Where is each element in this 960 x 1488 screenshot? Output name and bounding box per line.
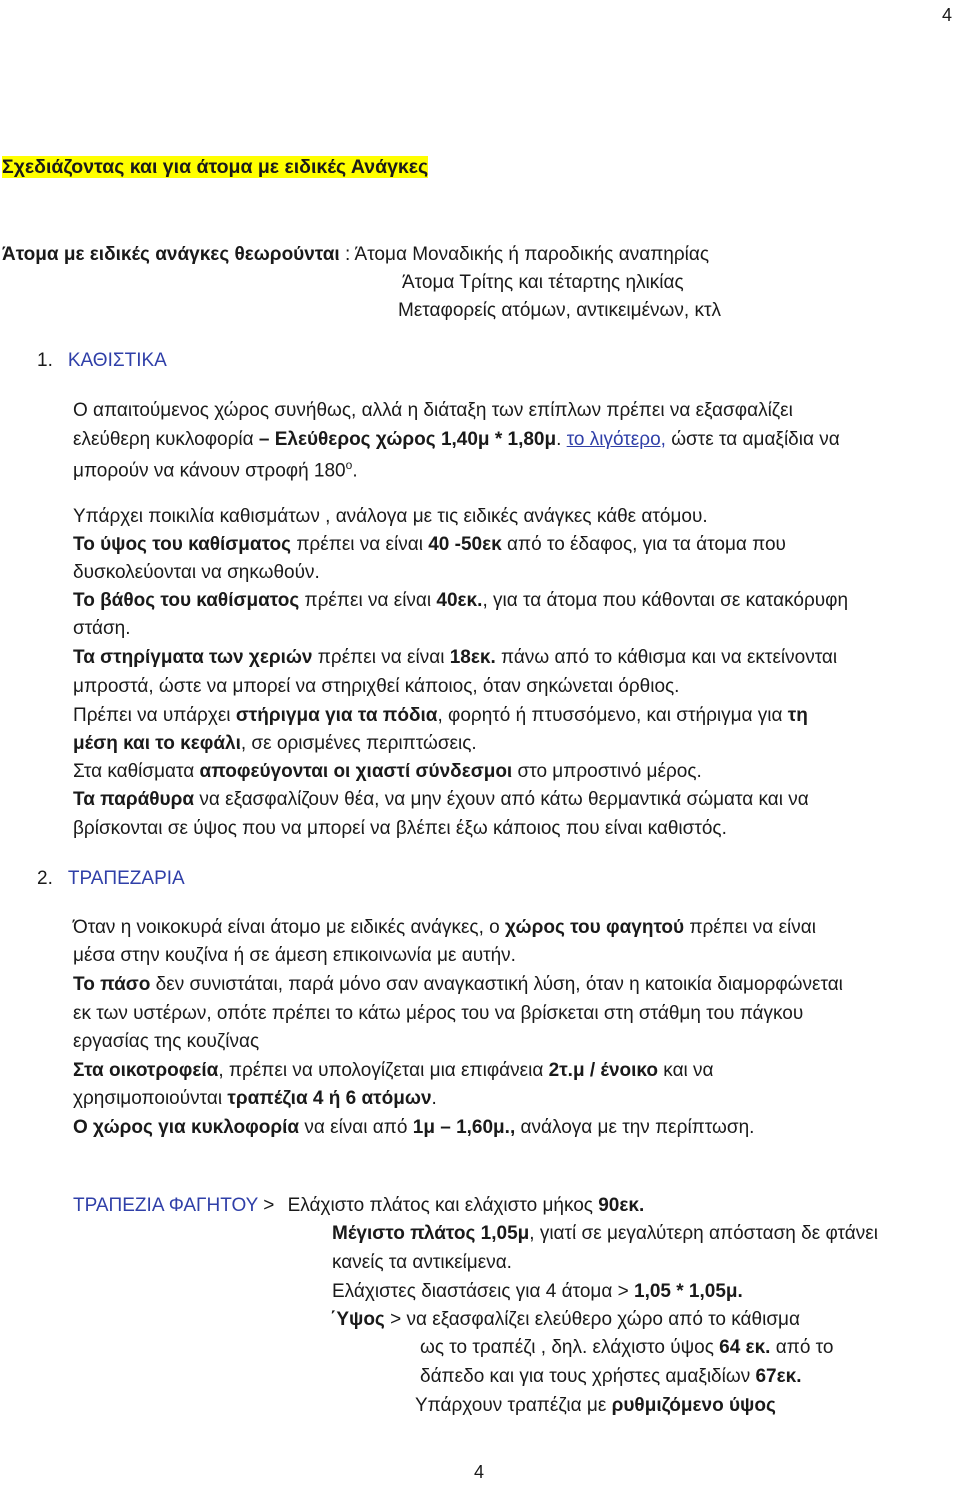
s2-f3: 2τ.μ / ένοικο	[548, 1060, 659, 1081]
s2-line-f	[73, 1061, 714, 1080]
s1-p1-l2d: το λιγότερο,	[566, 429, 666, 450]
section1-title: ΚΑΘΙΣΤΙΚΑ	[67, 350, 167, 371]
s1-d2: πρέπει να είναι	[299, 590, 437, 611]
s2-line-a	[73, 918, 816, 937]
s1-p1-l2c: .	[556, 429, 567, 450]
tables-l1b: 90εκ.	[598, 1195, 645, 1216]
tables-line-3: κανείς τα αντικείμενα.	[332, 1252, 512, 1273]
section2-heading	[37, 869, 185, 888]
tables-l1a: Ελάχιστο πλάτος και ελάχιστο μήκος	[287, 1195, 599, 1216]
intro-item-1: Άτομα Μοναδικής ή παροδικής αναπηρίας	[354, 244, 710, 265]
s2-f1: Στα οικοτροφεία	[73, 1060, 219, 1081]
s1-f3: 18εκ.	[449, 647, 496, 668]
section2-number: 2.	[37, 868, 53, 889]
s1-line-a: Υπάρχει ποικιλία καθισμάτων , ανάλογα με τις ειδικές ανάγκες κάθε ατόμου.	[73, 506, 708, 527]
tables-label: ΤΡΑΠΕΖΙΑ ΦΑΓΗΤΟΥ	[73, 1195, 258, 1216]
tables-l2b: , γιατί σε μεγαλύτερη απόσταση δε φτάνει	[529, 1223, 878, 1244]
s2-h4: ανάλογα με την περίπτωση.	[515, 1117, 755, 1138]
s1-p1-line1: Ο απαιτούμενος χώρος συνήθως, αλλά η διάταξη των επίπλων πρέπει να εξασφαλίζει	[73, 400, 793, 421]
tables-l8b: ρυθμιζόμενο ύψος	[611, 1395, 776, 1416]
intro-separator: :	[339, 244, 355, 265]
s2-f4: και να	[658, 1060, 714, 1081]
s1-d4: , για τα άτομα που κάθονται σε κατακόρυφη	[482, 590, 849, 611]
tables-l6c: από το	[770, 1337, 834, 1358]
page-number-top: 4	[942, 5, 953, 25]
s1-line-j	[73, 762, 702, 781]
page-number-bottom: 4	[474, 1462, 485, 1482]
s1-line-g: μπροστά, ώστε να μπορεί να στηριχθεί κάποιος, όταν σηκώνεται όρθιος.	[73, 676, 680, 697]
page-heading	[2, 158, 428, 178]
s2-line-h	[73, 1118, 754, 1137]
s1-line-h	[73, 706, 808, 725]
s2-g3: .	[431, 1088, 437, 1109]
tables-l8a: Υπάρχουν τραπέζια με	[415, 1395, 612, 1416]
s1-h2: στήριγμα για τα πόδια	[235, 705, 438, 726]
s2-a3: πρέπει να είναι	[684, 917, 816, 938]
s1-f2: πρέπει να είναι	[312, 647, 450, 668]
s1-h1: Πρέπει να υπάρχει	[73, 705, 236, 726]
s1-h4: τη	[787, 705, 808, 726]
s1-line-d	[73, 591, 848, 610]
s1-p1-l3a: μπορούν να κάνουν στροφή 180	[73, 460, 346, 482]
s1-j1: Στα καθίσματα	[73, 761, 200, 782]
tables-l7a: δάπεδο και για τους χρήστες αμαξιδίων	[420, 1366, 756, 1387]
section1-heading	[37, 351, 167, 370]
s1-p1-l2e: ώστε τα αμαξίδια να	[665, 429, 840, 450]
s2-h1: Ο χώρος για κυκλοφορία	[73, 1117, 300, 1138]
s2-line-g	[73, 1089, 437, 1108]
tables-l5b: > να εξασφαλίζει ελεύθερο χώρο από το κάθισμα	[384, 1309, 800, 1330]
s1-p1-line2	[73, 430, 840, 449]
tables-l6a: ως το τραπέζι , δηλ. ελάχιστο ύψος	[420, 1337, 720, 1358]
s2-h3: 1μ – 1,60μ.,	[412, 1117, 516, 1138]
s1-b4: από το έδαφος, για τα άτομα που	[501, 534, 786, 555]
s2-line-d: εκ των υστέρων, οπότε πρέπει το κάτω μέρος του να βρίσκεται στη στάθμη του πάγκου	[73, 1003, 804, 1024]
intro-label: Άτομα με ειδικές ανάγκες θεωρούνται	[2, 244, 340, 265]
tables-line-6	[420, 1338, 833, 1357]
s1-line-f	[73, 648, 837, 667]
s2-line-b: μέσα στην κουζίνα ή σε άμεση επικοινωνία με αυτήν.	[73, 945, 516, 966]
s1-p1-l2b: – Ελεύθερος χώρος 1,40μ * 1,80μ	[258, 429, 557, 450]
s1-k1: Τα παράθυρα	[73, 789, 195, 810]
s2-h2: να είναι από	[299, 1117, 413, 1138]
s1-f4: πάνω από το κάθισμα και να εκτείνονται	[495, 647, 838, 668]
s2-line-c	[73, 975, 843, 994]
tables-l4b: 1,05 * 1,05μ.	[634, 1281, 743, 1302]
tables-line-5	[330, 1310, 800, 1329]
s1-line-k	[73, 790, 809, 809]
s1-f1: Τα στηρίγματα των χεριών	[73, 647, 313, 668]
s2-c1: Το πάσο	[73, 974, 151, 995]
s1-p1-l3b: .	[352, 460, 358, 482]
tables-line-4	[332, 1282, 743, 1301]
heading-text: Σχεδιάζοντας και για άτομα με ειδικές Ανάγκες	[2, 156, 429, 178]
section2-title: ΤΡΑΠΕΖΑΡΙΑ	[67, 868, 185, 889]
s1-line-e: στάση.	[73, 618, 131, 639]
s2-a2: χώρος του φαγητού	[505, 917, 685, 938]
s1-d1: Το βάθος του καθίσματος	[73, 590, 300, 611]
s1-i2: , σε ορισμένες περιπτώσεις.	[240, 733, 477, 754]
intro-item-3: Μεταφορείς ατόμων, αντικειμένων, κτλ	[398, 300, 721, 321]
tables-line-7	[420, 1367, 802, 1386]
s1-line-l: βρίσκονται σε ύψος που να μπορεί να βλέπει έξω κάποιος που είναι καθιστός.	[73, 818, 727, 839]
s1-p1-l2a: ελεύθερη κυκλοφορία	[73, 429, 259, 450]
s1-j3: στο μπροστινό μέρος.	[512, 761, 702, 782]
tables-l7b: 67εκ.	[755, 1366, 802, 1387]
tables-l6b: 64 εκ.	[719, 1337, 771, 1358]
s1-line-i	[73, 734, 477, 753]
s2-f2: , πρέπει να υπολογίζεται μια επιφάνεια	[218, 1060, 549, 1081]
tables-l2a: Μέγιστο πλάτος 1,05μ	[332, 1223, 530, 1244]
s1-p1-line3	[73, 459, 358, 480]
s2-c2: δεν συνιστάται, παρά μόνο σαν αναγκαστική λύση, όταν η κατοικία διαμορφώνεται	[150, 974, 843, 995]
tables-line-2	[332, 1224, 878, 1243]
s1-d3: 40εκ.	[436, 590, 483, 611]
s1-b2: πρέπει να είναι	[291, 534, 429, 555]
s1-b3: 40 -50εκ	[428, 534, 502, 555]
intro-item-2: Άτομα Τρίτης και τέταρτης ηλικίας	[402, 272, 684, 293]
s1-h3: , φορητό ή πτυσσόμενο, και στήριγμα για	[437, 705, 788, 726]
s2-line-e: εργασίας της κουζίνας	[73, 1031, 260, 1052]
s1-i1: μέση και το κεφάλι	[73, 733, 241, 754]
tables-line-8	[415, 1396, 776, 1415]
s1-p1-l3sup: ο	[345, 458, 353, 472]
s1-j2: αποφεύγονται οι χιαστί σύνδεσμοι	[199, 761, 513, 782]
intro-line-1	[2, 245, 709, 264]
s1-b1: Το ύψος του καθίσματος	[73, 534, 292, 555]
tables-arrow: >	[257, 1195, 280, 1216]
s1-line-b	[73, 535, 786, 554]
s2-g1: χρησιμοποιούνται	[73, 1088, 228, 1109]
tables-l4a: Ελάχιστες διαστάσεις για 4 άτομα >	[332, 1281, 634, 1302]
s2-g2: τραπέζια 4 ή 6 ατόμων	[227, 1088, 432, 1109]
s1-line-c: δυσκολεύονται να σηκωθούν.	[73, 562, 320, 583]
section1-number: 1.	[37, 350, 53, 371]
s1-k2: να εξασφαλίζουν θέα, να μην έχουν από κάτω θερμαντικά σώματα και να	[194, 789, 809, 810]
tables-l5a: ΄Υψος	[330, 1309, 385, 1330]
tables-line-1	[73, 1196, 644, 1215]
s2-a1: Όταν η νοικοκυρά είναι άτομο με ειδικές ανάγκες, ο	[73, 917, 505, 938]
